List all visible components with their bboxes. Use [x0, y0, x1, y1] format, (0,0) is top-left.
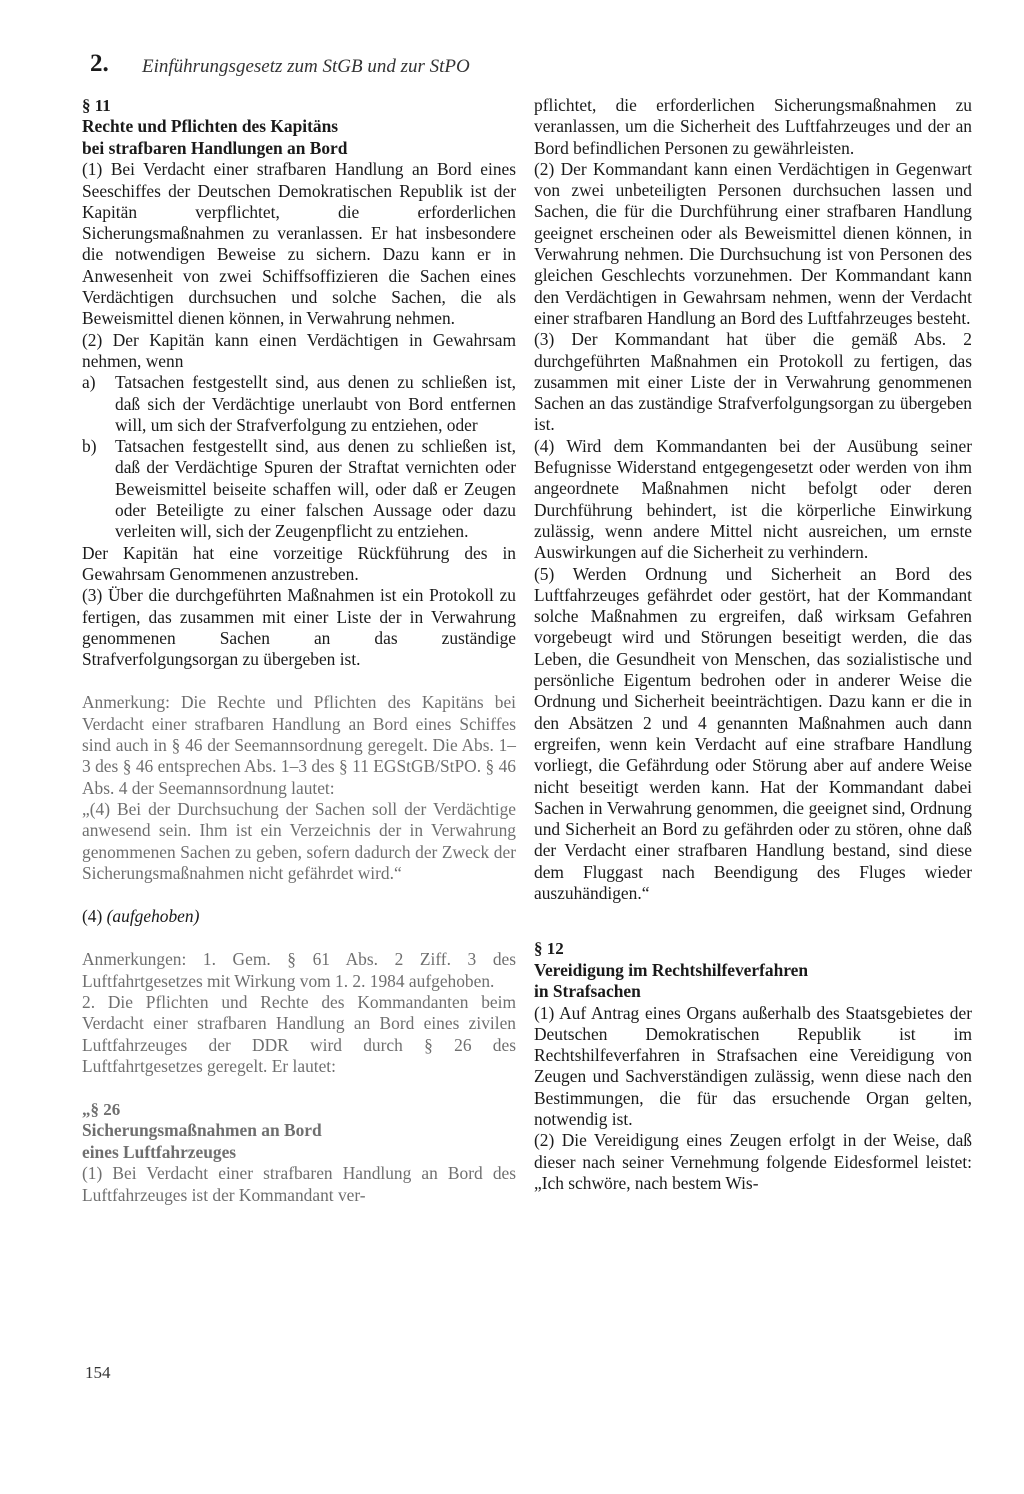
- list-item-b: [82, 436, 516, 542]
- section-11-para-2: (2) Der Kapitän kann einen Verdächtigen in Gewahrsam nehmen, wenn: [82, 329, 516, 371]
- section-11-para-3: (3) Über die durchgeführten Maßnahmen ist ein Protokoll zu fertigen, das zusammen mit einer Liste der in Verwahrung genommenen Sachen an das zuständige Strafverfolgungsorgan zu übergeben ist.: [82, 585, 516, 670]
- section-12-number: § 12: [534, 939, 564, 959]
- note-2-item-2: 2. Die Pflichten und Rechte des Kommandanten beim Verdacht einer strafbaren Handlung an Bord eines zivilen Luftfahrzeuges der DDR wird durch § 26 des Luftfahrtgesetzes geregelt. Er lautet:: [82, 991, 516, 1076]
- note-1-quote: „(4) Bei der Durchsuchung der Sachen soll der Verdächtige anwesend sein. Ihm ist ein Verzeichnis der in Verwahrung genommenen Sachen zu geben, sofern dadurch der Zweck der Sicherungsmaßnahmen nicht gefährdet wird.“: [82, 798, 516, 883]
- section-26-para-2: (2) Der Kommandant kann einen Verdächtigen in Gegenwart von zwei unbeteiligten Personen durchsuchen lassen und Sachen, die für die Durchführung einer strafbaren Handlung geeignet erscheinen oder als Beweismittel dienen können, in Verwahrung nehmen. Die Durchsuchung ist von Personen des gleichen Geschlechts vorzunehmen. Der Kommandant kann den Verdächtigen in Gewahrsam nehmen, wenn der Verdacht einer strafbaren Handlung an Bord des Luftfahrzeuges besteht.: [534, 158, 972, 328]
- para-4-number: (4): [82, 906, 103, 927]
- section-26-para-1-start: (1) Bei Verdacht einer strafbaren Handlung an Bord des Luftfahrzeuges ist der Kommandant ver-: [82, 1163, 516, 1205]
- page-header: [90, 50, 990, 90]
- list-item-a-letter: a): [82, 372, 96, 393]
- section-11-title-line2: bei strafbaren Handlungen an Bord: [82, 137, 348, 158]
- note-1: Anmerkung: Die Rechte und Pflichten des Kapitäns bei Verdacht einer strafbaren Handlung an Bord eines Schiffes sind auch in § 46 der Seemannsordnung geregelt. Die Abs. 1–3 des § 46 entsprechen Abs. 1–3 des § 11 EGStGB/StPO. § 46 Abs. 4 der Seemannsordnung lautet:: [82, 692, 516, 798]
- section-26-title-line2: eines Luftfahrzeuges: [82, 1141, 237, 1162]
- section-11-para-1: (1) Bei Verdacht einer strafbaren Handlung an Bord eines Seeschiffes der Deutschen Demokratischen Republik ist der Kapitän verpflichtet, die erforderlichen Sicherungsmaßnahmen zu veranlassen. Er hat insbesondere die notwendigen Beweise zu sichern. Dazu kann er in Anwesenheit von zwei Schiffsoffizieren die Sachen eines Verdächtigen durchsuchen und solche Sachen, die als Beweismittel dienen können, in Verwahrung nehmen.: [82, 159, 516, 329]
- section-26-para-3: (3) Der Kommandant hat über die gemäß Abs. 2 durchgeführten Maßnahmen ein Protokoll zu fertigen, das zusammen mit einer Liste der in Verwahrung genommenen Sachen an das zuständige Strafverfolgungsorgan zu übergeben ist.: [534, 329, 972, 435]
- section-11-title-line1: Rechte und Pflichten des Kapitäns: [82, 116, 339, 137]
- section-26-title-line1: Sicherungsmaßnahmen an Bord: [82, 1120, 322, 1141]
- list-item-b-letter: b): [82, 436, 97, 457]
- section-12-title-line1: Vereidigung im Rechtshilfeverfahren: [534, 959, 809, 980]
- list-item-a: [82, 372, 516, 436]
- section-26-para-4: (4) Wird dem Kommandanten bei der Ausübung seiner Befugnisse Widerstand entgegengesetzt oder werden von ihm angeordnete Maßnahmen nicht befolgt oder deren Durchführung behindert, ist die körperliche Einwirkung zulässig, wenn andere Mittel nicht ausreichen, um ernste Auswirkungen auf die Sicherheit zu verhindern.: [534, 435, 972, 563]
- para-4-text: (aufgehoben): [106, 906, 200, 927]
- section-11-para-2-end: Der Kapitän hat eine vorzeitige Rückführung des in Gewahrsam Genommenen anzustreben.: [82, 542, 516, 584]
- section-11-para-4: [82, 906, 516, 927]
- section-26-para-5: (5) Werden Ordnung und Sicherheit an Bord des Luftfahrzeuges gefährdet oder gestört, hat der Kommandant solche Maßnahmen zu ergreifen, daß wirksam Gefahren vorgebeugt wird und Störungen beseitigt werden, die das Leben, die Gesundheit von Menschen, das sozialistische und persönliche Eigentum bedrohen oder in anderer Weise die Ordnung und Sicherheit beeinträchtigen. Dazu kann er die in den Absätzen 2 und 4 genannten Maßnahmen auch dann ergreifen, wenn kein Verdacht auf eine strafbare Handlung vorliegt, die Gefährdung oder Störung aber auf andere Weise nicht beseitigt werden kann. Hat der Kommandant dabei Sachen in Verwahrung genommen, die geeignet sind, Ordnung und Sicherheit an Bord zu gefährden oder zu stören, ohne daß der Verdacht einer strafbaren Handlung bestand, sind diese dem Fluggast nach Beendigung des Fluges wieder auszuhändigen.“: [534, 563, 972, 903]
- left-column: [82, 95, 516, 1206]
- right-column: [534, 95, 972, 1194]
- section-12-para-1: (1) Auf Antrag eines Organs außerhalb des Staatsgebietes der Deutschen Demokratischen Republik ist im Rechtshilfeverfahren in Strafsachen eine Vereidigung von Zeugen und Sachverständigen zulässig, wenn diese nach den Bestimmungen, die für das ersuchende Organ gelten, notwendig ist.: [534, 1002, 972, 1130]
- list-item-a-text: Tatsachen festgestellt sind, aus denen zu schließen ist, daß sich der Verdächtige unerlaubt von Bord entfernen will, um sich der Strafverfolgung zu entziehen, oder: [115, 372, 516, 435]
- list-item-b-text: Tatsachen festgestellt sind, aus denen zu schließen ist, daß der Verdächtige Spuren der Straftat vernichten oder Beweismittel beiseite schaffen will, oder daß er Zeugen oder Beteiligte zu einer falschen Aussage oder dazu verleiten will, sich der Zeugenpflicht zu entziehen.: [115, 436, 516, 542]
- section-12-para-2: (2) Die Vereidigung eines Zeugen erfolgt in der Weise, daß dieser nach seiner Vernehmung folgende Eidesformel leistet: „Ich schwöre, nach bestem Wis-: [534, 1130, 972, 1193]
- section-12-title-line2: in Strafsachen: [534, 981, 641, 1002]
- note-2-item-1: Anmerkungen: 1. Gem. § 61 Abs. 2 Ziff. 3 des Luftfahrtgesetzes mit Wirkung vom 1. 2. 1984 aufgehoben.: [82, 949, 516, 991]
- section-26-para-1-cont: pflichtet, die erforderlichen Sicherungsmaßnahmen zu veranlassen, um die Sicherheit des Luftfahrzeuges und der an Bord befindlichen Personen zu gewährleisten.: [534, 95, 972, 158]
- chapter-title: Einführungsgesetz zum StGB und zur StPO: [142, 56, 470, 77]
- section-11-number: § 11: [82, 96, 111, 115]
- page-number: 154: [85, 1363, 111, 1382]
- chapter-number: 2.: [90, 50, 109, 77]
- section-26-number: „§ 26: [82, 1100, 121, 1120]
